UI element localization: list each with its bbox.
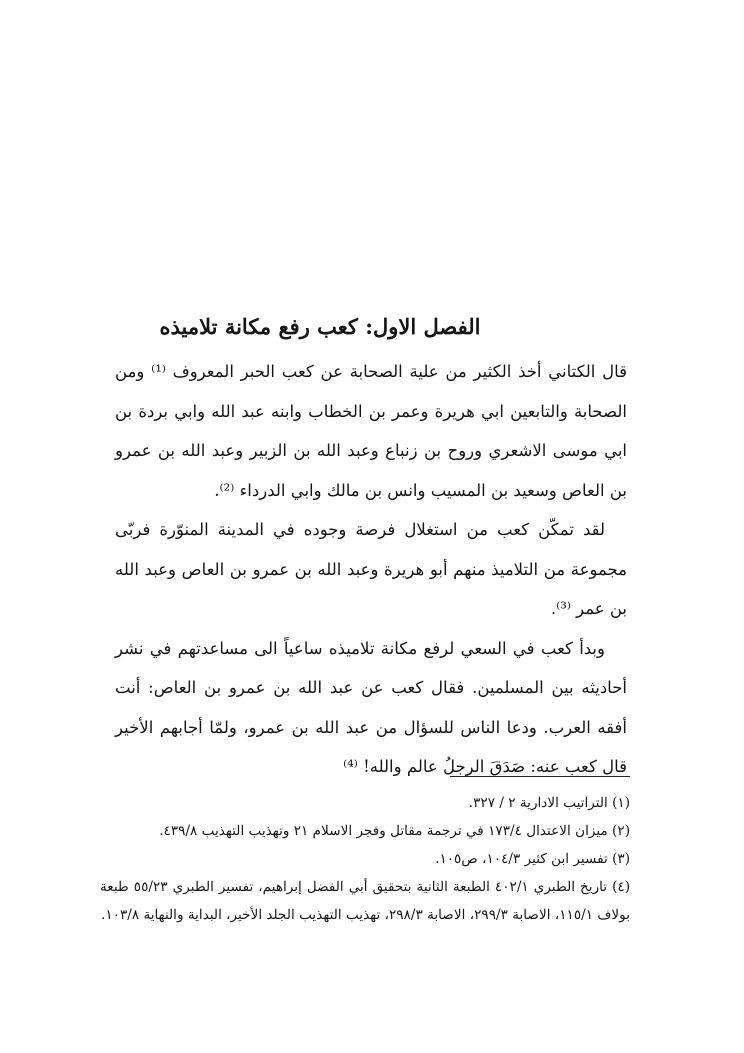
footnotes (100, 789, 630, 929)
footnote-4: (٤) تاريخ الطبري ٤٠٢/١ الطبعة الثانية بتحقيق أبي الفضل إبراهيم، تفسير الطبري ٥٥/٢٣ طبعة بولاف ١١٥/١، الاصابة ٢٩٩/٣، الاصابة ٢٩٨/٣، تهذيب التهذيب الجلد الأخير، البداية والنهاية ١٠٣/٨. (100, 879, 631, 923)
paragraph-2: لقد تمكّن كعب من استغلال فرصة وجوده في المدينة المنوّرة فربّى مجموعة من التلاميذ منهم أبو هريرة وعبد الله بن عمرو بن العاص وعبد الله بن عمر ⁽³⁾. (115, 520, 627, 618)
main-text (115, 352, 627, 787)
footnote-2: (٢) ميزان الاعتدال ١٧٣/٤ في ترجمة مقاتل وفجر الاسلام ٢١ وتهذيب التهذيب ٤٣٩/٨. (159, 823, 630, 839)
paragraph-3: وبدأ كعب في السعي لرفع مكانة تلاميذه ساعياً الى مساعدتهم في نشر أحاديثه بين المسلمين. فقال كعب عن عبد الله بن عمرو بن العاص: أنت أفقه العرب. ودعا الناس للسؤال من عبد الله بن عمرو، ولمّا أجابهم الأخير قال كعب عنه: صَدَقَ الرجلُ عالم والله! ⁽⁴⁾ (115, 638, 627, 776)
footnote-3: (٣) تفسير ابن كثير ١٠٤/٣، ص١٠٥. (435, 851, 630, 867)
paragraph-1: قال الكتاني أخذ الكثير من علية الصحابة عن كعب الحبر المعروف ⁽¹⁾ ومن الصحابة والتابعين ابي هريرة وعمر بن الخطاب وابنه عبد الله وابي بردة بن ابي موسى الاشعري وروح بن زنباع وعبد الله بن الزبير وعبد الله بن عمرو بن العاص وسعيد بن المسيب وانس بن مالك وابي الدرداء ⁽²⁾. (115, 362, 628, 500)
chapter-title: الفصل الاول: كعب رفع مكانة تلاميذه (159, 314, 481, 339)
footnote-1: (١) التراتيب الادارية ٢ / ٣٢٧. (468, 795, 630, 811)
footnote-separator (450, 776, 630, 777)
